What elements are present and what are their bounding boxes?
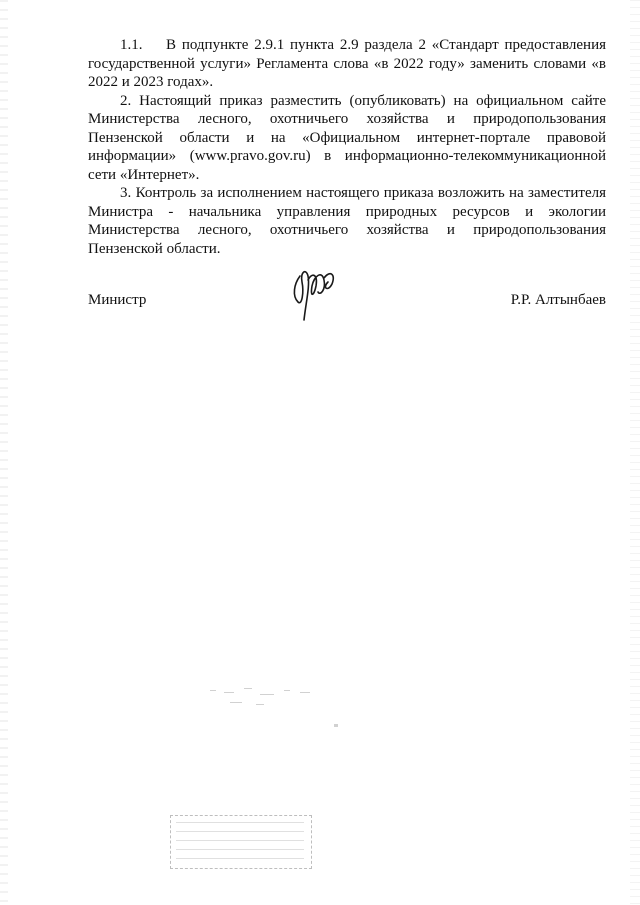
paragraph-2 bbox=[88, 92, 606, 185]
signer-name: Р.Р. Алтынбаев bbox=[510, 292, 606, 308]
signature-block bbox=[88, 292, 606, 314]
document-body bbox=[88, 36, 606, 258]
paragraph-1-1 bbox=[88, 36, 606, 92]
registration-stamp-lines bbox=[176, 822, 304, 862]
paragraph-3 bbox=[88, 184, 606, 258]
scan-noise bbox=[200, 680, 350, 730]
paragraph-number: 1.1. bbox=[120, 37, 143, 53]
paragraph-text: 2. Настоящий приказ разместить (опубликовать) на официальном сайте Министерства лесного, охотничьего хозяйства и природопользования Пензенской области и на «Официальном интернет-портале правовой информации» (www.pravo.gov.ru) в информационно-телекоммуникационной сети «Интернет». bbox=[88, 92, 606, 183]
paragraph-text: 3. Контроль за исполнением настоящего приказа возложить на заместителя Министра - начальника управления природных ресурсов и экологии Министерства лесного, охотничьего хозяйства и природопользования Пензенской области. bbox=[88, 185, 606, 257]
handwritten-signature bbox=[282, 262, 342, 332]
signer-title: Министр bbox=[88, 292, 147, 308]
scan-edge-right bbox=[630, 0, 640, 905]
scan-edge-left bbox=[0, 0, 8, 905]
paragraph-text: В подпункте 2.9.1 пункта 2.9 раздела 2 «Стандарт предоставления государственной услуги» Регламента слова «в 2022 году» заменить словами «в 2022 и 2023 годах». bbox=[88, 37, 606, 90]
